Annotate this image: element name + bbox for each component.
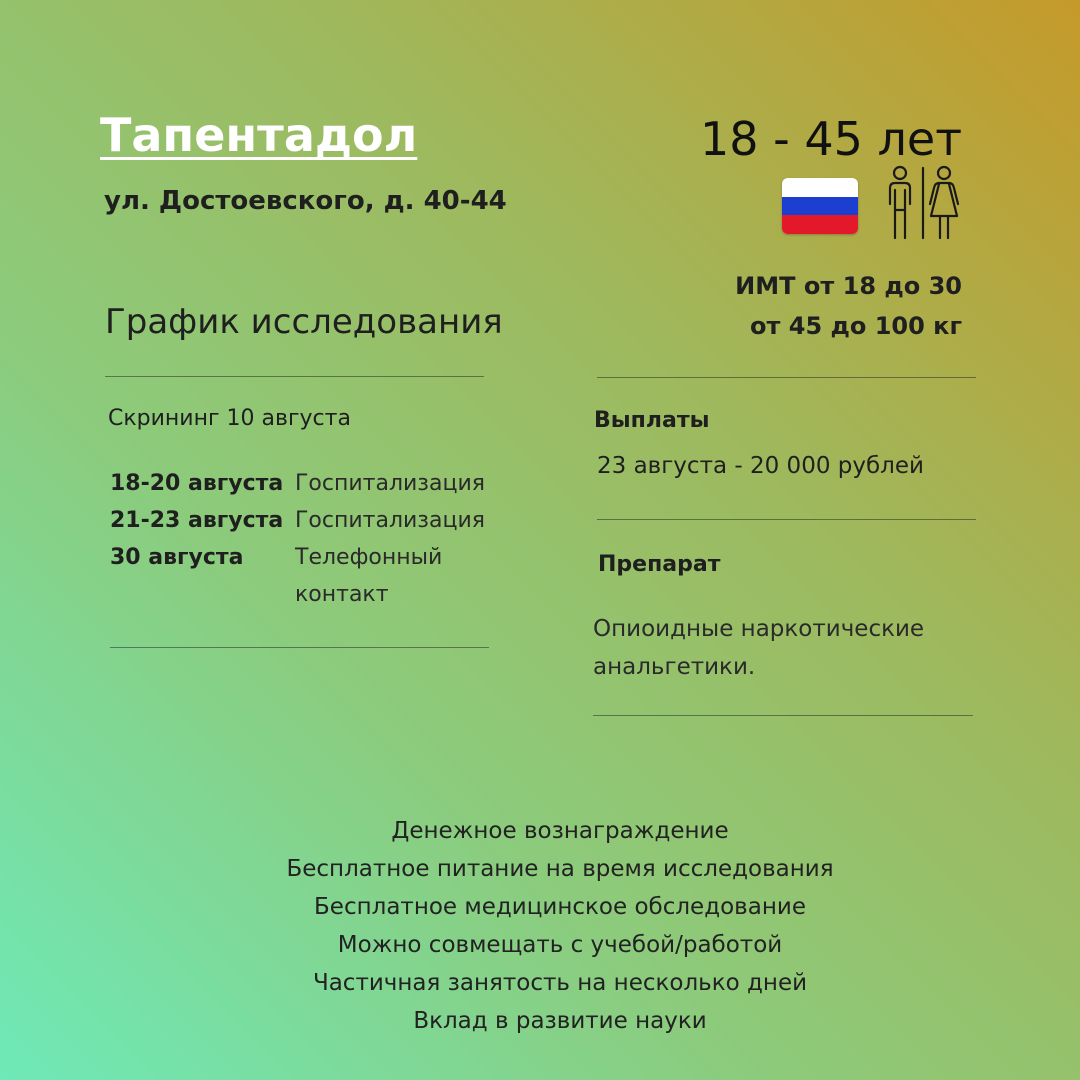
bmi-block bbox=[735, 266, 962, 346]
russia-flag-icon bbox=[782, 178, 858, 234]
flag-stripe-blue bbox=[782, 197, 858, 216]
divider bbox=[105, 376, 484, 377]
benefit-item: Бесплатное медицинское обследование bbox=[314, 894, 806, 920]
benefit-item: Можно совмещать с учебой/работой bbox=[337, 932, 783, 958]
weight-range: от 45 до 100 кг bbox=[749, 312, 962, 340]
schedule-event: Госпитализация bbox=[295, 471, 485, 496]
divider bbox=[110, 647, 489, 648]
address: ул. Достоевского, д. 40-44 bbox=[104, 186, 507, 216]
benefit-item: Бесплатное питание на время исследования bbox=[286, 856, 834, 882]
schedule-title: График исследования bbox=[105, 302, 503, 342]
benefit-item: Вклад в развитие науки bbox=[413, 1008, 707, 1034]
drug-label: Препарат bbox=[598, 552, 721, 577]
benefit-item: Частичная занятость на несколько дней bbox=[312, 970, 808, 996]
flag-stripe-red bbox=[782, 215, 858, 234]
benefits-list bbox=[0, 812, 1080, 1040]
schedule-date: 21-23 августа bbox=[110, 508, 284, 533]
screening-date: Скрининг 10 августа bbox=[108, 406, 351, 431]
divider bbox=[597, 519, 976, 520]
schedule-event: Госпитализация bbox=[295, 508, 485, 533]
schedule-event: Телефонный контакт bbox=[295, 545, 443, 607]
flag-stripe-white bbox=[782, 178, 858, 197]
payments-value: 23 августа - 20 000 рублей bbox=[597, 453, 924, 479]
drug-description: Опиоидные наркотические анальгетики. bbox=[593, 616, 925, 680]
bmi-range: ИМТ от 18 до 30 bbox=[735, 272, 962, 300]
benefit-item: Денежное вознаграждение bbox=[391, 818, 729, 844]
divider bbox=[597, 377, 976, 378]
drug-title: Тапентадол bbox=[100, 108, 418, 162]
age-range: 18 - 45 лет bbox=[699, 112, 962, 166]
payments-label: Выплаты bbox=[594, 408, 710, 433]
divider bbox=[593, 715, 973, 716]
man-woman-icon bbox=[884, 164, 964, 240]
schedule-date: 18-20 августа bbox=[110, 471, 284, 496]
schedule-date: 30 августа bbox=[110, 545, 244, 570]
